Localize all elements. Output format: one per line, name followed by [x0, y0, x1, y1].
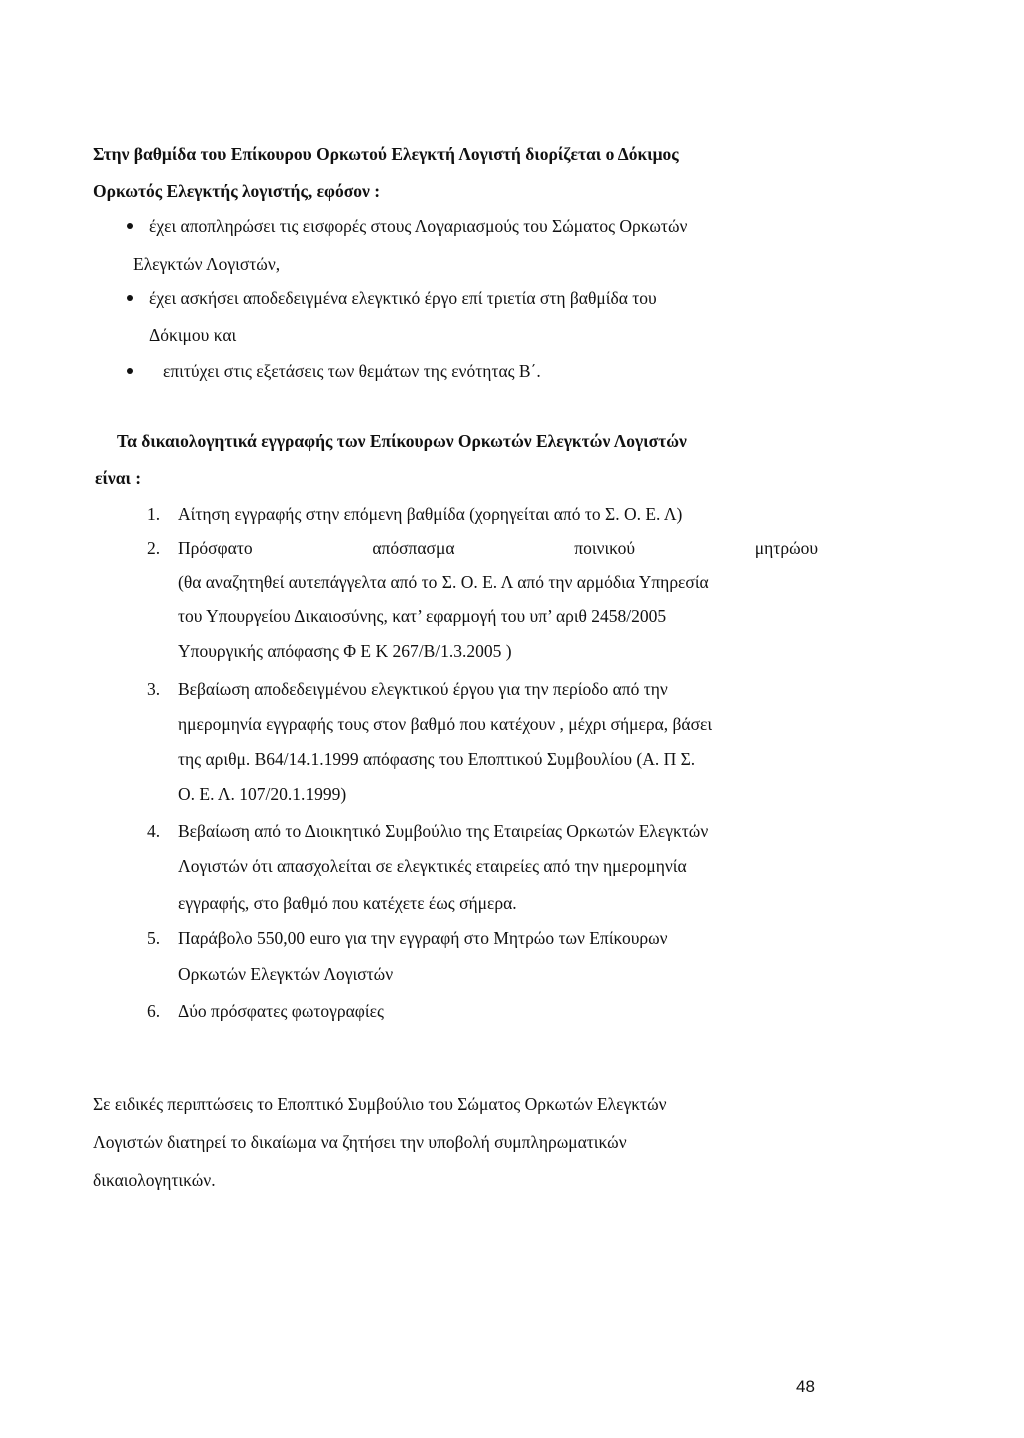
- item-5-line-2: Ορκωτών Ελεγκτών Λογιστών: [178, 964, 394, 984]
- page-number: 48: [796, 1377, 815, 1396]
- item-3-line-1: Βεβαίωση αποδεδειγμένου ελεγκτικού έργου για την περίοδο από την: [178, 679, 668, 699]
- docs-heading-line-2: είναι :: [95, 468, 142, 488]
- item-3-line-3: της αριθμ. Β64/14.1.1999 απόφασης του Εποπτικού Συμβουλίου (Α. Π Σ.: [178, 749, 696, 769]
- item-5-line-1: Παράβολο 550,00 euro για την εγγραφή στο Μητρώο των Επίκουρων: [178, 928, 668, 948]
- bullet-2-line-1: έχει ασκήσει αποδεδειγμένα ελεγκτικό έργο επί τριετία στη βαθμίδα του: [149, 288, 657, 308]
- item-4-line-3: εγγραφής, στο βαθμό που κατέχετε έως σήμερα.: [178, 893, 517, 913]
- item-5-number: 5.: [147, 928, 161, 948]
- item-1-number: 1.: [147, 504, 161, 524]
- closing-line-3: δικαιολογητικών.: [93, 1170, 216, 1190]
- item-6-line-1: Δύο πρόσφατες φωτογραφίες: [178, 1001, 384, 1021]
- item-3-line-4: Ο. Ε. Λ. 107/20.1.1999): [178, 784, 347, 804]
- item-3-number: 3.: [147, 679, 161, 699]
- bullet-icon: [127, 295, 133, 301]
- bullet-1-line-2: Ελεγκτών Λογιστών,: [133, 254, 281, 274]
- item-2-line-3: του Υπουργείου Δικαιοσύνης, κατ’ εφαρμογή του υπ’ αριθ 2458/2005: [178, 606, 667, 626]
- bullet-icon: [127, 223, 133, 229]
- bullet-icon: [127, 368, 133, 374]
- item-2-word: μητρώου: [754, 538, 818, 558]
- intro-line-2: Ορκωτός Ελεγκτής λογιστής, εφόσον :: [93, 181, 381, 201]
- item-2-word: ποινικού: [574, 538, 636, 558]
- item-6-number: 6.: [147, 1001, 161, 1021]
- item-3-line-2: ημερομηνία εγγραφής τους στον βαθμό που κατέχουν , μέχρι σήμερα, βάσει: [178, 714, 713, 734]
- item-2-line-4: Υπουργικής απόφασης Φ Ε Κ 267/Β/1.3.2005 ): [178, 641, 512, 661]
- item-4-line-2: Λογιστών ότι απασχολείται σε ελεγκτικές εταιρείες από την ημερομηνία: [178, 856, 687, 876]
- docs-heading-line-1: Τα δικαιολογητικά εγγραφής των Επίκουρων Ορκωτών Ελεγκτών Λογιστών: [117, 431, 687, 451]
- item-1-line-1: Αίτηση εγγραφής στην επόμενη βαθμίδα (χορηγείται από το Σ. Ο. Ε. Λ): [178, 504, 683, 524]
- closing-line-2: Λογιστών διατηρεί το δικαίωμα να ζητήσει την υποβολή συμπληρωματικών: [93, 1132, 627, 1152]
- closing-line-1: Σε ειδικές περιπτώσεις το Εποπτικό Συμβούλιο του Σώματος Ορκωτών Ελεγκτών: [93, 1094, 667, 1114]
- item-2-line-2: (θα αναζητηθεί αυτεπάγγελτα από το Σ. Ο. Ε. Λ από την αρμόδια Υπηρεσία: [178, 572, 709, 592]
- intro-line-1: Στην βαθμίδα του Επίκουρου Ορκωτού Ελεγκτή Λογιστή διορίζεται ο Δόκιμος: [93, 144, 679, 164]
- item-2-word: απόσπασμα: [372, 538, 455, 558]
- item-4-line-1: Βεβαίωση από το Διοικητικό Συμβούλιο της Εταιρείας Ορκωτών Ελεγκτών: [178, 821, 709, 841]
- bullet-1-line-1: έχει αποπληρώσει τις εισφορές στους Λογαριασμούς του Σώματος Ορκωτών: [149, 216, 688, 236]
- item-2-word: Πρόσφατο: [178, 538, 253, 558]
- bullet-3-line-1: επιτύχει στις εξετάσεις των θεμάτων της ενότητας Β΄.: [163, 361, 541, 381]
- item-2-number: 2.: [147, 538, 161, 558]
- bullet-2-line-2: Δόκιμου και: [149, 325, 237, 345]
- item-2-first-line: [178, 537, 818, 559]
- item-4-number: 4.: [147, 821, 161, 841]
